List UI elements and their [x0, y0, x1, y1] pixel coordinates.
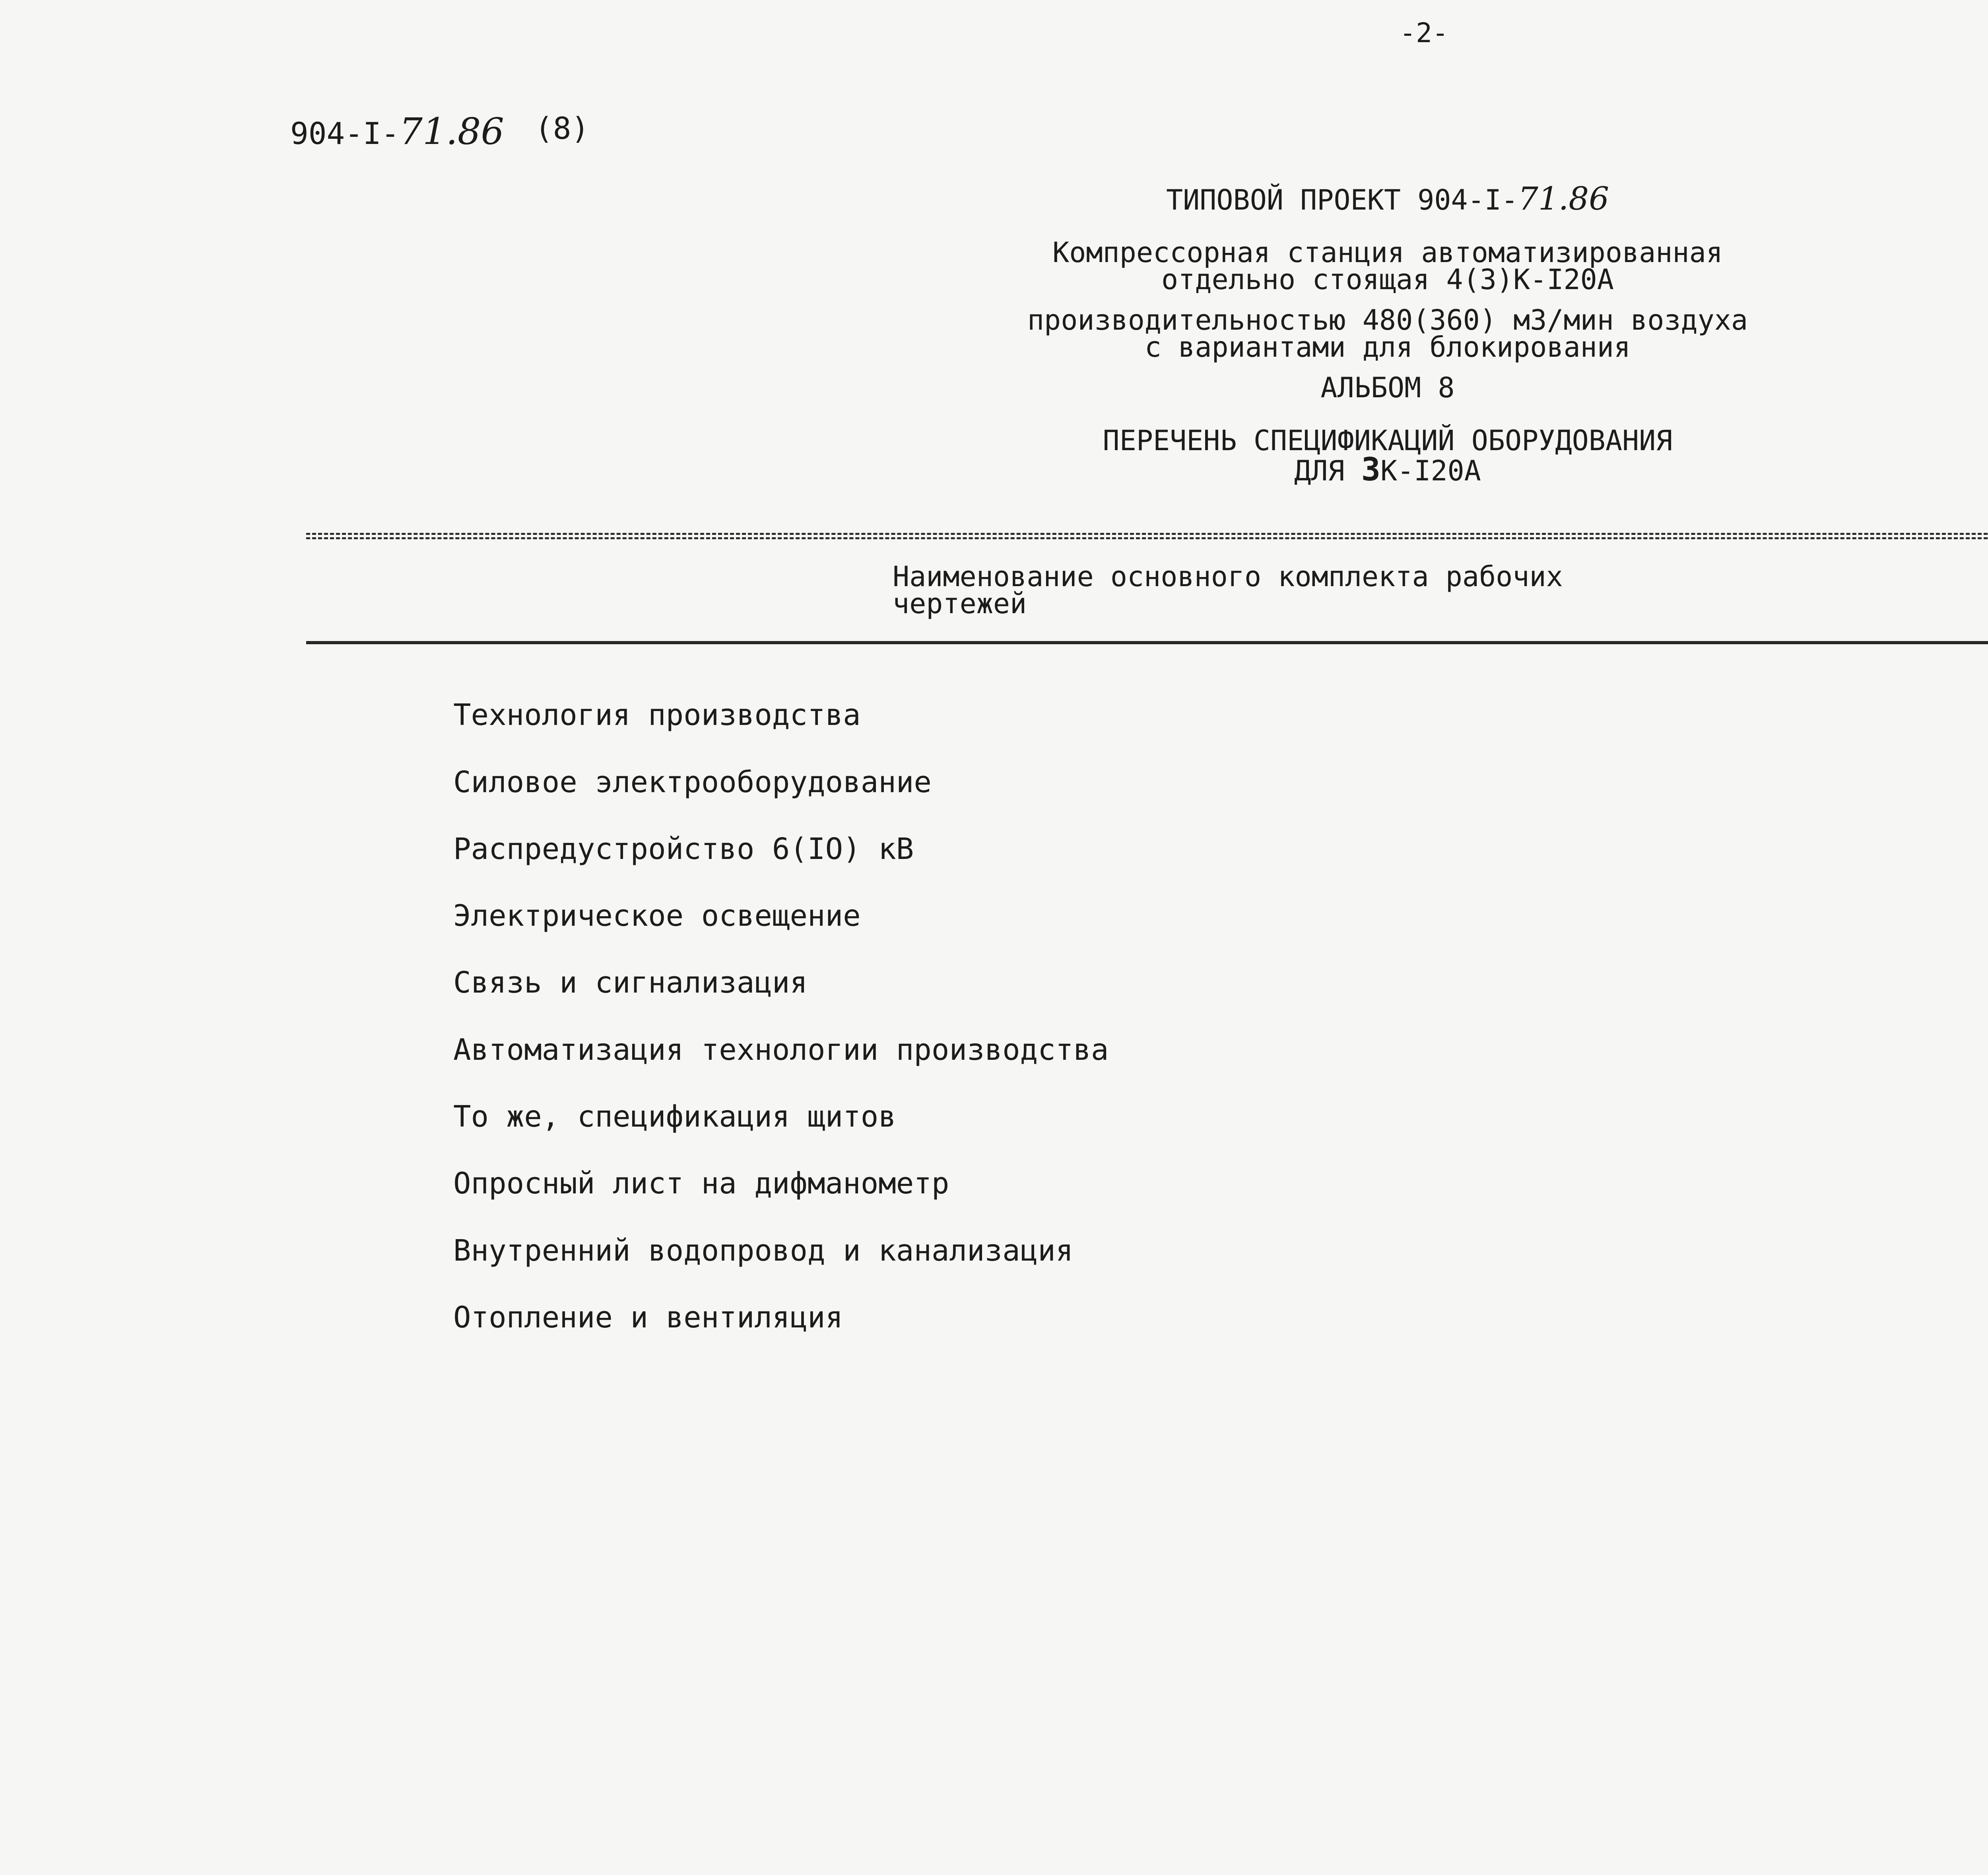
page-number: -2- [1400, 17, 1448, 49]
title-project [1166, 180, 1609, 217]
title-line-1: Компрессорная станция автоматизированная [1052, 236, 1723, 269]
album-mark: (8) [535, 111, 590, 146]
table-row [449, 1096, 1988, 1135]
table-row [449, 1230, 1988, 1269]
table-row [449, 694, 1988, 734]
table-row [449, 1296, 1988, 1336]
row-name: Связь и сигнализация [453, 966, 808, 1000]
list-title-line-2 [1294, 451, 1481, 488]
title-line-4: с вариантами для блокирования [1144, 331, 1631, 363]
title-project-prefix: ТИПОВОЙ ПРОЕКТ 904-I- [1166, 184, 1518, 216]
table-row [449, 1029, 1988, 1069]
table-row [449, 828, 1988, 868]
list-title-suffix: К-I20А [1380, 455, 1481, 487]
row-name: Технология производства [453, 698, 861, 732]
title-project-handwritten: 71.86 [1518, 180, 1609, 217]
row-name: Электрическое освещение [453, 899, 861, 933]
table-header-rule [306, 641, 1988, 644]
row-name: Автоматизация технологии производства [453, 1033, 1109, 1067]
table-row [449, 761, 1988, 801]
table-row [449, 962, 1988, 1001]
row-name: Внутренний водопровод и канализация [453, 1234, 1074, 1268]
list-title-line-1: ПЕРЕЧЕНЬ СПЕЦИФИКАЦИЙ ОБОРУДОВАНИЯ [1103, 424, 1673, 457]
row-name: Силовое электрооборудование [453, 765, 932, 799]
project-code-handwritten: 71.86 [399, 110, 504, 153]
list-title-digit: 3 [1361, 451, 1380, 488]
table-row [449, 895, 1988, 935]
row-name: То же, спецификация щитов [453, 1100, 896, 1134]
column-header-name-line-2: чертежей [893, 587, 1027, 620]
row-name: Распредустройство 6(IO) кВ [453, 832, 914, 866]
table-top-rule [306, 533, 1988, 539]
project-code [290, 110, 504, 153]
album-title: АЛЬБОМ 8 [1320, 371, 1455, 404]
column-header-name-line-1: Наименование основного комплекта рабочих [893, 560, 1563, 593]
title-line-3: производительностью 480(360) м3/мин воздуха [1027, 304, 1748, 336]
row-name: Опросный лист на дифманометр [453, 1166, 949, 1201]
row-name: Отопление и вентиляция [453, 1300, 843, 1335]
table-row [449, 1162, 1988, 1202]
project-code-prefix: 904-I- [290, 116, 400, 151]
list-title-prefix: ДЛЯ [1294, 455, 1345, 487]
title-line-2: отдельно стоящая 4(3)К-I20А [1161, 263, 1614, 296]
